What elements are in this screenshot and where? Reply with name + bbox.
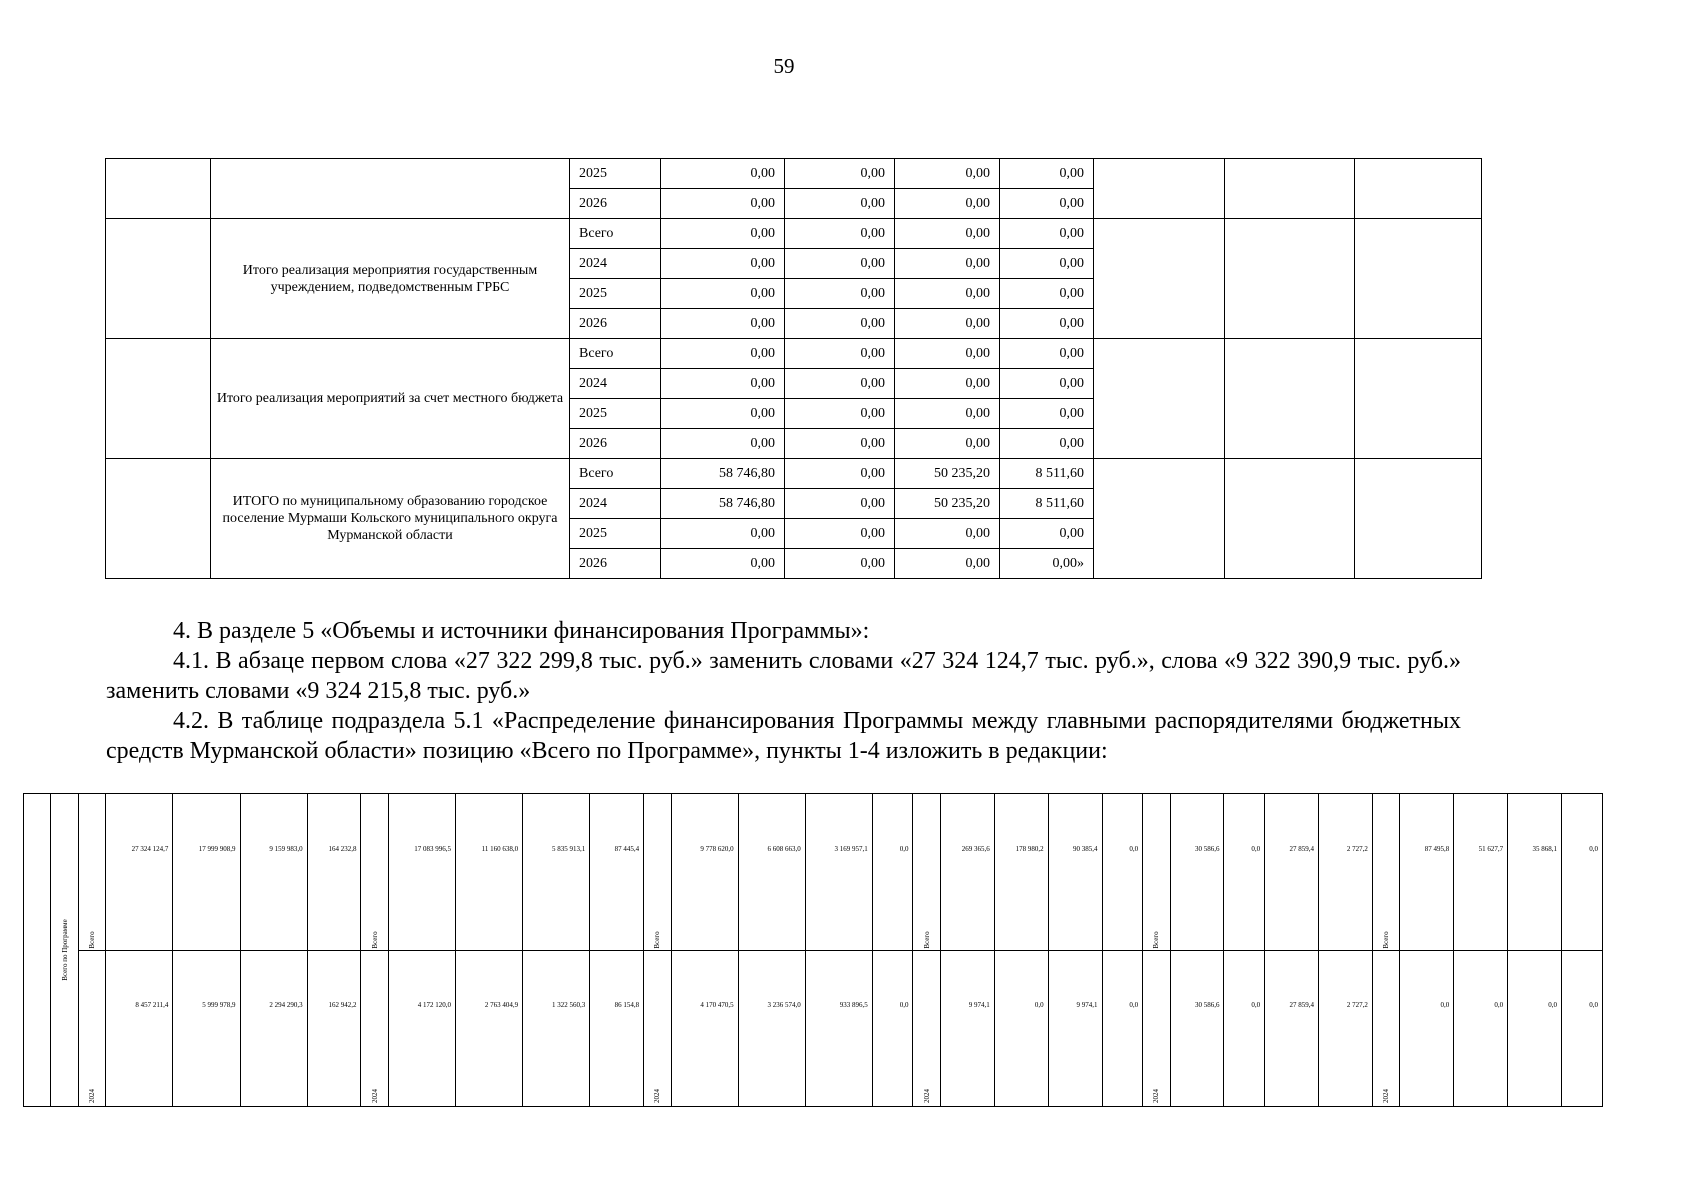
row-group-name: Итого реализация мероприятия государственным учреждением, подведомственным ГРБС: [211, 219, 570, 339]
value-cell: 0,00: [785, 219, 895, 249]
period-label-cell: [1372, 951, 1399, 1107]
period-label: Всего: [370, 931, 379, 949]
empty-cell: [24, 794, 51, 1107]
value-cell: 0,00: [785, 339, 895, 369]
period-label: Всего: [922, 931, 931, 949]
value-cell: 5 999 978,9: [173, 951, 240, 1107]
value-cell: 2 763 404,9: [456, 951, 523, 1107]
period-label: 2024: [1382, 1089, 1391, 1103]
value-cell: 0,0: [1454, 951, 1508, 1107]
value-cell: 0,00: [785, 459, 895, 489]
value-cell: 0,0: [872, 951, 913, 1107]
period-label-cell: [361, 951, 388, 1107]
period-label-cell: [1143, 794, 1170, 951]
value-cell: 0,00: [785, 369, 895, 399]
table-row: [24, 951, 1603, 1107]
row-group-name: [211, 159, 570, 219]
value-cell: 0,00: [1000, 159, 1094, 189]
value-cell: 0,00: [895, 429, 1000, 459]
period-label-cell: [361, 794, 388, 951]
table-row: [106, 219, 1482, 249]
value-cell: 162 942,2: [307, 951, 361, 1107]
empty-cell: [1355, 339, 1482, 459]
value-cell: 8 511,60: [1000, 489, 1094, 519]
value-cell: 164 232,8: [307, 794, 361, 951]
value-cell: 11 160 638,0: [456, 794, 523, 951]
value-cell: 0,00: [661, 549, 785, 579]
value-cell: 27 859,4: [1265, 951, 1319, 1107]
value-cell: 50 235,20: [895, 489, 1000, 519]
period-label: 2024: [88, 1089, 97, 1103]
value-cell: 0,00: [661, 249, 785, 279]
value-cell: 0,00: [1000, 309, 1094, 339]
period-label: Всего: [1382, 931, 1391, 949]
value-cell: 0,00: [785, 279, 895, 309]
value-cell: 0,00: [661, 369, 785, 399]
value-cell: 58 746,80: [661, 459, 785, 489]
value-cell: 0,00: [785, 489, 895, 519]
value-cell: 2 727,2: [1319, 951, 1373, 1107]
value-cell: 0,00: [785, 429, 895, 459]
row-title-cell: [51, 794, 78, 1107]
period-label-cell: [913, 951, 940, 1107]
period-label-cell: [78, 794, 105, 951]
value-cell: 27 859,4: [1265, 794, 1319, 951]
empty-cell: [1094, 159, 1225, 219]
value-cell: 0,00: [661, 519, 785, 549]
empty-cell: [1355, 159, 1482, 219]
value-cell: 0,00: [785, 399, 895, 429]
value-cell: 0,00: [1000, 189, 1094, 219]
value-cell: 4 172 120,0: [388, 951, 455, 1107]
table-row: [106, 459, 1482, 489]
value-cell: 2 727,2: [1319, 794, 1373, 951]
value-cell: 5 835 913,1: [523, 794, 590, 951]
empty-cell: [1094, 339, 1225, 459]
value-cell: 27 324 124,7: [106, 794, 173, 951]
page-number: 59: [773, 54, 795, 78]
value-cell: 0,00: [785, 249, 895, 279]
empty-cell: [1225, 459, 1355, 579]
value-cell: 0,0: [994, 951, 1048, 1107]
value-cell: 9 974,1: [1048, 951, 1102, 1107]
period-label-cell: [644, 794, 671, 951]
value-cell: 30 586,6: [1170, 951, 1224, 1107]
empty-cell: [1225, 219, 1355, 339]
value-cell: 0,0: [872, 794, 913, 951]
value-cell: 0,00: [785, 309, 895, 339]
value-cell: 0,00: [895, 519, 1000, 549]
value-cell: 0,00: [1000, 519, 1094, 549]
empty-cell: [106, 159, 211, 219]
value-cell: 86 154,8: [590, 951, 644, 1107]
year-cell: 2026: [570, 189, 661, 219]
value-cell: 90 385,4: [1048, 794, 1102, 951]
value-cell: 0,00: [661, 219, 785, 249]
value-cell: 0,0: [1508, 951, 1562, 1107]
value-cell: 0,00: [895, 279, 1000, 309]
value-cell: 3 236 574,0: [738, 951, 805, 1107]
period-label: Всего: [88, 931, 97, 949]
value-cell: 0,00: [1000, 339, 1094, 369]
value-cell: 0,0: [1102, 794, 1143, 951]
period-label: 2024: [1152, 1089, 1161, 1103]
value-cell: 0,00: [661, 309, 785, 339]
table-row: [106, 339, 1482, 369]
year-cell: Всего: [570, 339, 661, 369]
empty-cell: [1094, 219, 1225, 339]
value-cell: 0,00: [785, 549, 895, 579]
value-cell: 0,00: [1000, 249, 1094, 279]
value-cell: 0,00: [661, 279, 785, 309]
empty-cell: [1225, 159, 1355, 219]
empty-cell: [1355, 459, 1482, 579]
value-cell: 87 445,4: [590, 794, 644, 951]
value-cell: 0,00: [895, 159, 1000, 189]
year-cell: 2024: [570, 249, 661, 279]
value-cell: 51 627,7: [1454, 794, 1508, 951]
year-cell: 2026: [570, 309, 661, 339]
value-cell: 6 608 663,0: [738, 794, 805, 951]
value-cell: 0,00: [785, 519, 895, 549]
value-cell: 0,0: [1224, 794, 1265, 951]
period-label-cell: [913, 794, 940, 951]
value-cell: 0,00: [895, 549, 1000, 579]
value-cell: 50 235,20: [895, 459, 1000, 489]
value-cell: 0,00: [661, 339, 785, 369]
value-cell: 0,00: [1000, 399, 1094, 429]
period-label-cell: [1372, 794, 1399, 951]
value-cell: 0,0: [1102, 951, 1143, 1107]
empty-cell: [106, 219, 211, 339]
year-cell: 2026: [570, 429, 661, 459]
empty-cell: [1355, 219, 1482, 339]
value-cell: 269 365,6: [940, 794, 994, 951]
year-cell: 2025: [570, 279, 661, 309]
value-cell: 0,00: [1000, 429, 1094, 459]
value-cell: 1 322 560,3: [523, 951, 590, 1107]
value-cell: 8 511,60: [1000, 459, 1094, 489]
value-cell: 0,00: [785, 189, 895, 219]
value-cell: 0,0: [1400, 951, 1454, 1107]
value-cell: 0,00: [1000, 279, 1094, 309]
amendment-text: [106, 616, 1461, 766]
period-label: 2024: [922, 1089, 931, 1103]
value-cell: 0,0: [1561, 794, 1602, 951]
value-cell: 0,00: [895, 339, 1000, 369]
value-cell: 0,00»: [1000, 549, 1094, 579]
value-cell: 0,00: [661, 399, 785, 429]
year-cell: 2024: [570, 489, 661, 519]
value-cell: 0,00: [895, 189, 1000, 219]
financing-table-bottom: [23, 793, 1603, 1107]
value-cell: 0,00: [895, 249, 1000, 279]
paragraph-4-1: 4.1. В абзаце первом слова «27 322 299,8 тыс. руб.» заменить словами «27 324 124,7 тыс. руб.», слова «9 322 390,9 тыс. руб.» заменить словами «9 324 215,8 тыс. руб.»: [106, 648, 1461, 704]
value-cell: 9 159 983,0: [240, 794, 307, 951]
value-cell: 0,00: [785, 159, 895, 189]
value-cell: 0,00: [1000, 219, 1094, 249]
value-cell: 178 980,2: [994, 794, 1048, 951]
period-label-cell: [78, 951, 105, 1107]
value-cell: 17 999 908,9: [173, 794, 240, 951]
year-cell: 2024: [570, 369, 661, 399]
value-cell: 0,00: [661, 429, 785, 459]
value-cell: 35 868,1: [1508, 794, 1562, 951]
empty-cell: [1094, 459, 1225, 579]
year-cell: 2025: [570, 519, 661, 549]
row-title: Всего по Программе: [60, 919, 69, 981]
value-cell: 0,0: [1561, 951, 1602, 1107]
value-cell: 0,00: [895, 399, 1000, 429]
period-label: Всего: [653, 931, 662, 949]
value-cell: 0,00: [895, 369, 1000, 399]
year-cell: 2025: [570, 399, 661, 429]
empty-cell: [1225, 339, 1355, 459]
financing-table-top: [105, 158, 1482, 579]
value-cell: 0,0: [1224, 951, 1265, 1107]
table-row: [24, 794, 1603, 951]
value-cell: 9 974,1: [940, 951, 994, 1107]
year-cell: Всего: [570, 219, 661, 249]
value-cell: 87 495,8: [1400, 794, 1454, 951]
value-cell: 933 896,5: [805, 951, 872, 1107]
row-group-name: ИТОГО по муниципальному образованию городское поселение Мурмаши Кольского муниципального округа Мурманской области: [211, 459, 570, 579]
value-cell: 4 170 470,5: [671, 951, 738, 1107]
period-label-cell: [644, 951, 671, 1107]
table-row: [106, 159, 1482, 189]
row-group-name: Итого реализация мероприятий за счет местного бюджета: [211, 339, 570, 459]
period-label: 2024: [370, 1089, 379, 1103]
year-cell: 2026: [570, 549, 661, 579]
value-cell: 0,00: [895, 309, 1000, 339]
value-cell: 3 169 957,1: [805, 794, 872, 951]
value-cell: 0,00: [895, 219, 1000, 249]
empty-cell: [106, 459, 211, 579]
value-cell: 0,00: [661, 189, 785, 219]
paragraph-4-2: 4.2. В таблице подраздела 5.1 «Распределение финансирования Программы между главными распорядителями бюджетных средств Мурманской области» позицию «Всего по Программе», пункты 1-4 изложить в редакции:: [106, 708, 1461, 764]
value-cell: 0,00: [1000, 369, 1094, 399]
value-cell: 9 778 620,0: [671, 794, 738, 951]
empty-cell: [106, 339, 211, 459]
value-cell: 58 746,80: [661, 489, 785, 519]
paragraph-4: 4. В разделе 5 «Объемы и источники финансирования Программы»:: [173, 618, 870, 644]
period-label: Всего: [1152, 931, 1161, 949]
value-cell: 8 457 211,4: [106, 951, 173, 1107]
value-cell: 17 083 996,5: [388, 794, 455, 951]
year-cell: 2025: [570, 159, 661, 189]
value-cell: 30 586,6: [1170, 794, 1224, 951]
value-cell: 2 294 290,3: [240, 951, 307, 1107]
period-label-cell: [1143, 951, 1170, 1107]
period-label: 2024: [653, 1089, 662, 1103]
value-cell: 0,00: [661, 159, 785, 189]
year-cell: Всего: [570, 459, 661, 489]
